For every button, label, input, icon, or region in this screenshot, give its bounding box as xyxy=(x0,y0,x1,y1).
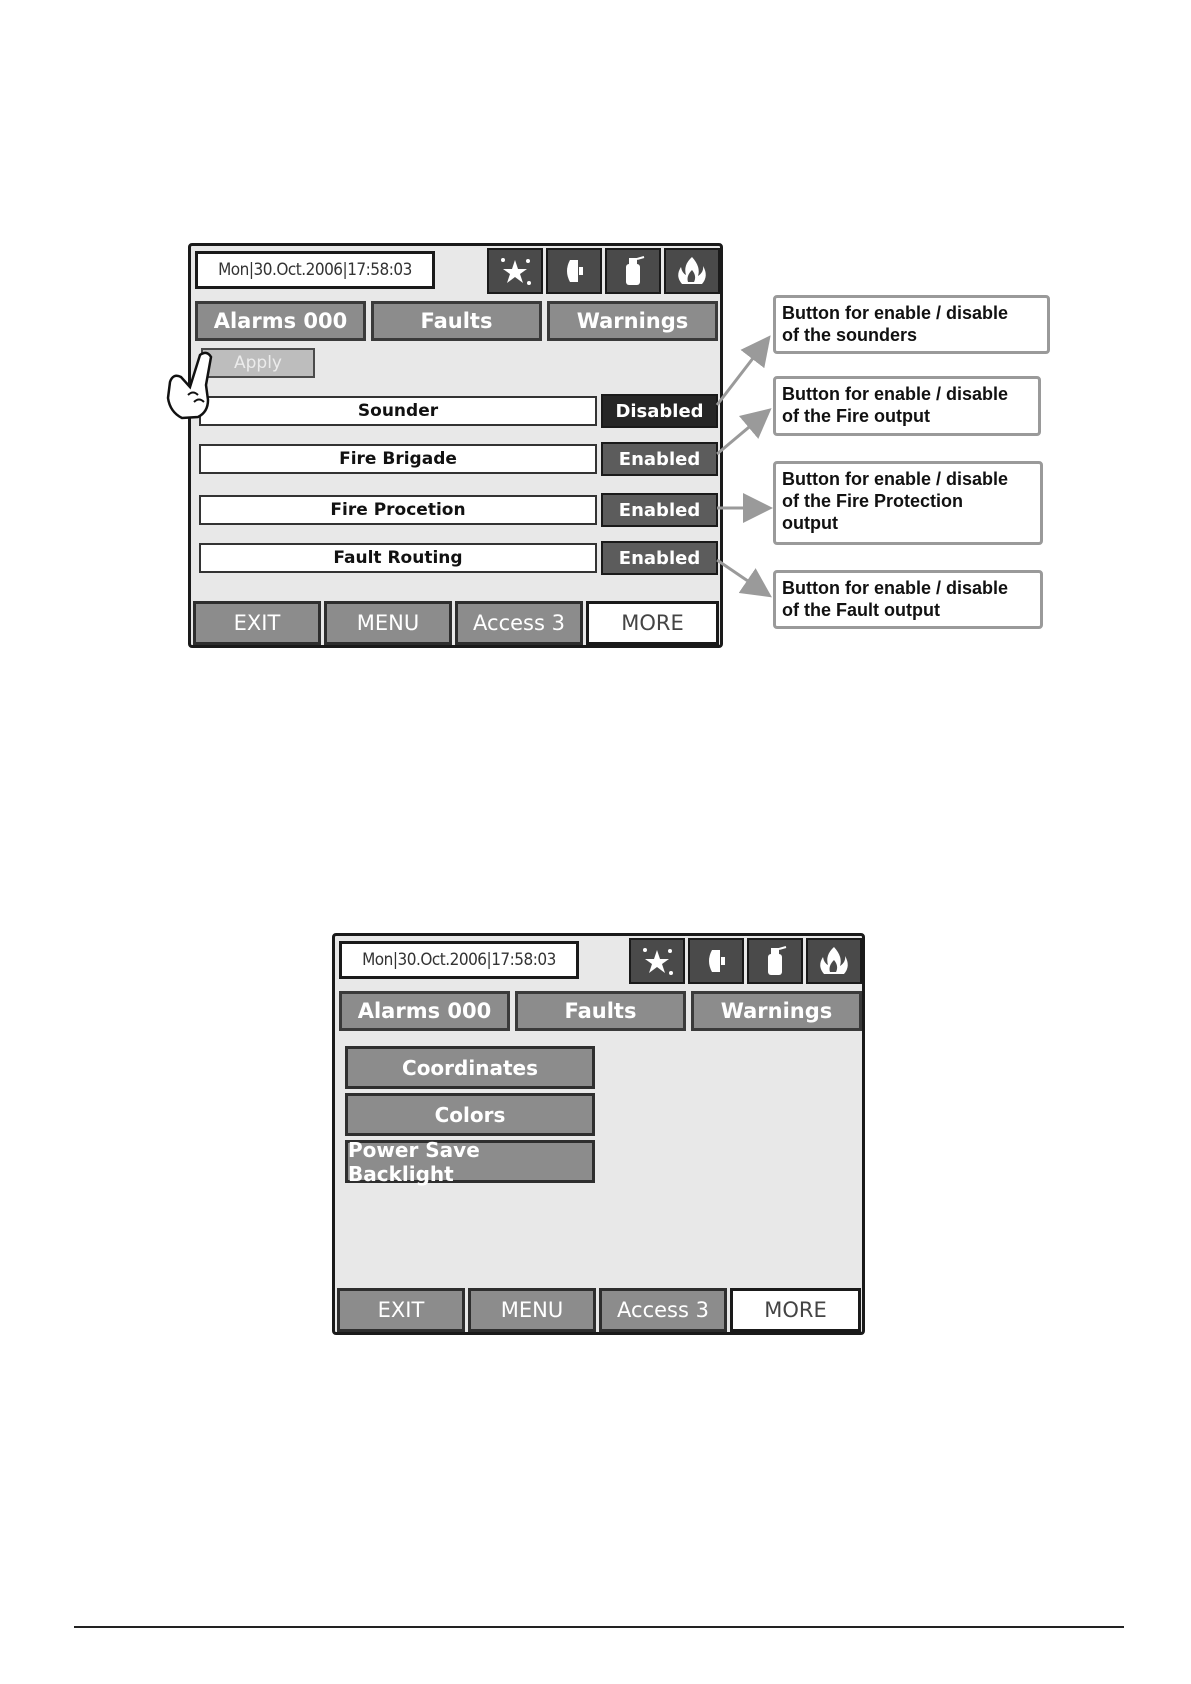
datetime-display: Mon|30.Oct.2006|17:58:03 xyxy=(195,251,435,289)
output-label-fault-routing: Fault Routing xyxy=(199,543,597,573)
fire-icon[interactable] xyxy=(806,938,862,984)
access-button[interactable]: Access 3 xyxy=(455,601,583,645)
fire-brigade-toggle-button[interactable]: Enabled xyxy=(601,442,718,476)
coordinates-button[interactable]: Coordinates xyxy=(345,1046,595,1089)
callout-fault-output: Button for enable / disable of the Fault output xyxy=(773,570,1043,629)
tab-alarms[interactable]: Alarms 000 xyxy=(195,301,366,341)
more-button[interactable]: MORE xyxy=(730,1288,861,1332)
output-label-fire-brigade: Fire Brigade xyxy=(199,444,597,474)
menu-button[interactable]: MENU xyxy=(324,601,452,645)
fire-icon[interactable] xyxy=(664,248,720,294)
colors-button[interactable]: Colors xyxy=(345,1093,595,1136)
power-save-backlight-button[interactable]: Power Save Backlight xyxy=(345,1140,595,1183)
sparkle-icon[interactable] xyxy=(487,248,543,294)
screen-2-panel xyxy=(332,933,865,1335)
tab-faults[interactable]: Faults xyxy=(515,991,686,1031)
arrow-fire-output xyxy=(717,412,767,454)
extinguisher-icon[interactable] xyxy=(605,248,661,294)
tab-alarms[interactable]: Alarms 000 xyxy=(339,991,510,1031)
sounder-icon[interactable] xyxy=(688,938,744,984)
exit-button[interactable]: EXIT xyxy=(193,601,321,645)
callout-sounders: Button for enable / disable of the sounders xyxy=(773,295,1050,354)
page-footer-rule xyxy=(74,1626,1124,1628)
arrow-sounders xyxy=(717,340,767,405)
tab-warnings[interactable]: Warnings xyxy=(547,301,718,341)
sparkle-icon[interactable] xyxy=(629,938,685,984)
extinguisher-icon[interactable] xyxy=(747,938,803,984)
menu-button[interactable]: MENU xyxy=(468,1288,596,1332)
fire-protection-toggle-button[interactable]: Enabled xyxy=(601,493,718,527)
arrow-fault-output xyxy=(717,560,767,594)
output-label-sounder: Sounder xyxy=(199,396,597,426)
datetime-display: Mon|30.Oct.2006|17:58:03 xyxy=(339,941,579,979)
tab-warnings[interactable]: Warnings xyxy=(691,991,862,1031)
screen-1-panel xyxy=(188,243,723,648)
sounder-toggle-button[interactable]: Disabled xyxy=(601,394,718,428)
callout-fire-output: Button for enable / disable of the Fire output xyxy=(773,376,1041,436)
tab-faults[interactable]: Faults xyxy=(371,301,542,341)
access-button[interactable]: Access 3 xyxy=(599,1288,727,1332)
exit-button[interactable]: EXIT xyxy=(337,1288,465,1332)
sounder-icon[interactable] xyxy=(546,248,602,294)
callout-fire-protection: Button for enable / disable of the Fire Protection output xyxy=(773,461,1043,545)
fault-routing-toggle-button[interactable]: Enabled xyxy=(601,541,718,575)
more-button[interactable]: MORE xyxy=(586,601,719,645)
apply-button[interactable]: Apply xyxy=(201,348,315,378)
output-label-fire-protection: Fire Procetion xyxy=(199,495,597,525)
